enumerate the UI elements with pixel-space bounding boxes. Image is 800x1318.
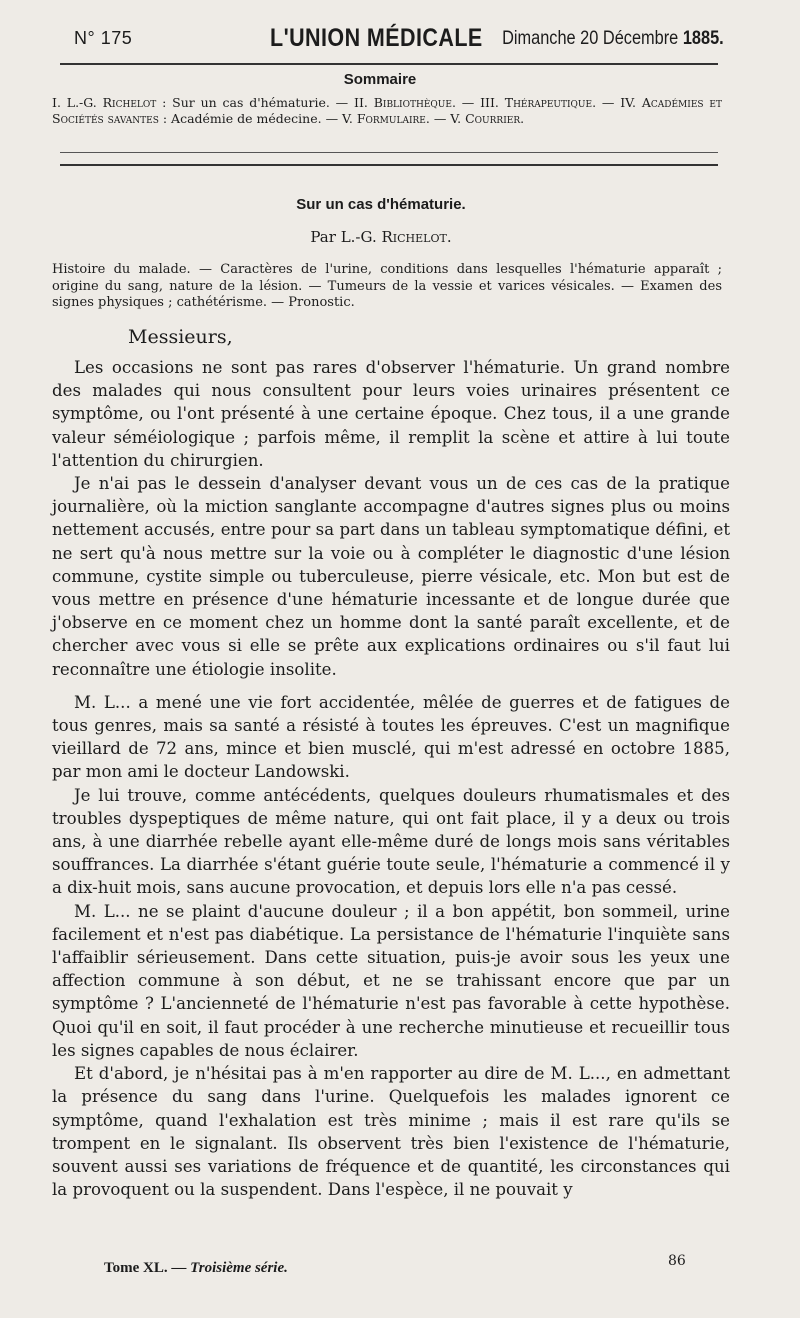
sommaire-rule-bottom <box>60 164 718 166</box>
paragraph: Et d'abord, je n'hésitai pas à m'en rapporter au dire de M. L..., en admettant la présence du sang dans l'urine. Quelquefois les malades ignorent ce symptôme, quand l'exhalation est très minime ; mais il est rare qu'ils se trompent en le signalant. Ils observent très bien l'existence de l'hématurie, souvent aussi ses variations de fréquence et de quantité, les circonstances qui la provoquent ou la suspendent. Dans l'espèce, il ne pouvait y <box>52 1064 730 1200</box>
sommaire-num: I. <box>52 95 61 110</box>
paragraph: M. L... ne se plaint d'aucune douleur ; il a bon appétit, bon sommeil, urine facilement et n'est pas diabétique. La persistance de l'hématurie l'inquiète sans l'affaiblir sérieusement. Dans cette situation, puis-je avoir sous les yeux une affection commune à son début, et ne se trahissant encore que par un symptôme ? L'ancienneté de l'hématurie n'est pas favorable à cette hypothèse. Quoi qu'il en soit, il faut procéder à une recherche minutieuse et recueillir tous les signes capables de nous éclairer. <box>52 901 730 1060</box>
series-label: Troisième série. <box>190 1260 288 1276</box>
byline <box>0 228 762 246</box>
sommaire-contents <box>52 95 722 127</box>
byline-prefix: Par <box>310 228 341 246</box>
sommaire-text: : Académie de médecine. — <box>158 111 343 126</box>
sommaire-num: III. <box>480 95 499 110</box>
sommaire-section: Bibliothèque <box>373 95 452 110</box>
byline-suffix: . <box>446 228 452 246</box>
sommaire-title: Sommaire <box>343 71 417 88</box>
paragraph: Les occasions ne sont pas rares d'observer l'hématurie. Un grand nombre des malades qui nous consultent pour leurs voies urinaires présentent ce symptôme, ou l'ont présenté à une certaine époque. Chez tous, il a une grande valeur séméiologique ; parfois même, il remplit la scène et attire à lui toute l'attention du chirurgien. <box>52 358 730 470</box>
sommaire-text: . — <box>592 95 621 110</box>
sommaire-section: Courrier <box>465 111 521 126</box>
issue-number: N° 175 <box>74 28 133 48</box>
issue-date <box>502 28 724 50</box>
journal-title: L'UNION MÉDICALE <box>270 24 483 52</box>
salutation: Messieurs, <box>128 326 233 348</box>
paragraph: Je n'ai pas le dessein d'analyser devant vous un de ces cas de la pratique journalière, où la miction sanglante accompagne d'autres signes plus ou moins nettement accusés, entre pour sa part dans un tableau symptomatique défini, et ne sert qu'à nous mettre sur la voie ou à compléter le diagnostic d'une lésion commune, cystite simple ou tuberculeuse, pierre vésicale, etc. Mon but est de vous mettre en présence d'une hématurie incessante et de longue durée que j'observe en ce moment chez un homme dont la santé paraît excellente, et de chercher avec vous si elle se prête aux explications ordinaires ou s'il faut lui reconnaître une étiologie insolite. <box>52 474 730 679</box>
article-body <box>52 356 730 1201</box>
author-name: L.-G. Richelot <box>340 228 447 246</box>
sommaire-num: V. <box>450 111 462 126</box>
sommaire-num: II. <box>354 95 368 110</box>
sommaire-text: . — <box>425 111 451 126</box>
sommaire-section: Académies et Sociétés savantes <box>52 95 722 126</box>
sommaire-section: Formulaire <box>356 111 426 126</box>
sommaire-section: Thérapeutique <box>504 95 593 110</box>
paragraph: M. L... a mené une vie fort accidentée, mêlée de guerres et de fatigues de tous genres, mais sa santé a résisté à toutes les épreuves. C'est un magnifique vieillard de 72 ans, mince et bien musclé, qui m'est adressé en octobre 1885, par mon ami le docteur Landowski. <box>52 692 730 782</box>
article-title: Sur un cas d'hématurie. <box>296 196 466 213</box>
issue-date-text: Dimanche 20 Décembre <box>502 28 684 49</box>
sommaire-text: : Sur un cas d'hématurie. — <box>156 95 354 110</box>
header-rule <box>60 63 718 65</box>
article-summary: Histoire du malade. — Caractères de l'urine, conditions dans lesquelles l'hématurie apparaît ; origine du sang, nature de la lésion. — Tumeurs de la vessie et varices vésicales. — Examen des signes physiques ; cathétérisme. — Pronostic. <box>52 262 722 310</box>
issue-year: 1885. <box>683 28 724 49</box>
sommaire-num: V. <box>342 111 353 126</box>
sommaire-text: . — <box>451 95 481 110</box>
footer-volume <box>104 1260 288 1277</box>
page-number: 86 <box>668 1253 686 1269</box>
volume-label: Tome XL. — <box>104 1260 191 1276</box>
sommaire-rule-top <box>60 152 718 153</box>
paragraph: Je lui trouve, comme antécédents, quelques douleurs rhumatismales et des troubles dyspeptiques de même nature, qui ont fait place, il y a deux ou trois ans, à une diarrhée rebelle ayant elle-même duré de longs mois sans véritables souffrances. La diarrhée s'étant guérie toute seule, l'hématurie a commencé il y a dix-huit mois, sans aucune provocation, et depuis lors elle n'a pas cessé. <box>52 785 730 898</box>
sommaire-text: . <box>520 111 525 126</box>
sommaire-num: IV. <box>620 95 636 110</box>
masthead <box>74 22 724 62</box>
sommaire-author: L.-G. Richelot <box>66 95 157 110</box>
